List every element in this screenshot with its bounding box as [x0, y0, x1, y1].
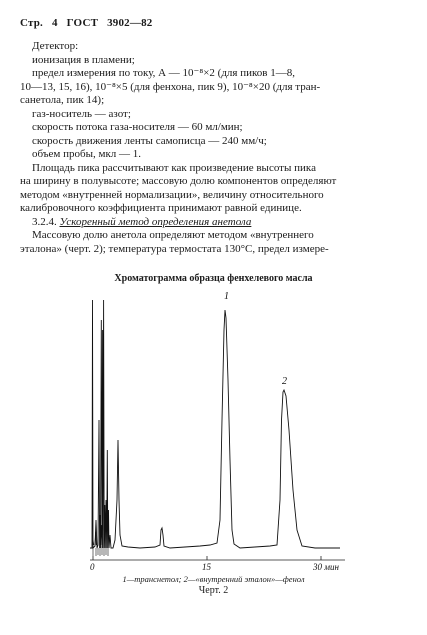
page-label: Стр.: [20, 17, 44, 29]
figure-caption: Черт. 2: [198, 585, 229, 596]
text-line: методом «внутренней нормализации», величину относительного: [20, 188, 324, 201]
peak-label-2: 2: [282, 376, 287, 387]
page-number: 4: [51, 17, 58, 29]
text-line: 10—13, 15, 16), 10⁻⁸×5 (для фенхона, пик 9), 10⁻⁸×20 (для тран-: [20, 80, 321, 93]
chart-title: Хроматограмма образца фенхелевого масла: [114, 273, 313, 284]
section-number: 3.2.4.: [32, 215, 57, 228]
text-line: газ-носитель — азот;: [32, 107, 131, 120]
standard-number: 3902—82: [107, 17, 153, 29]
section-title: Ускоренный метод определения анетола: [59, 215, 252, 228]
text-line: ионизация в пламени;: [32, 53, 135, 66]
text-line: Площадь пика рассчитывают как произведение высоты пика: [32, 161, 316, 174]
text-line: Детектор:: [32, 40, 79, 52]
text-line: объем пробы, мкл — 1.: [32, 148, 142, 160]
text-line: скорость потока газа-носителя — 60 мл/мин;: [32, 121, 243, 133]
text-line: на ширину в полувысоте; массовую долю компонентов определяют: [20, 175, 337, 187]
text-line: санетола, пик 14);: [20, 94, 105, 106]
tick-label-15: 15: [202, 562, 211, 572]
tick-label-30: 30 мин: [313, 562, 339, 572]
tick-label-0: 0: [90, 562, 95, 572]
chromatogram-trace: [90, 300, 340, 548]
text-line: предел измерения по току, А — 10⁻⁸×2 (для пиков 1—8,: [32, 67, 295, 79]
baseline-noise: [93, 548, 108, 556]
peak-label-1: 1: [224, 291, 229, 302]
standard-label: ГОСТ: [66, 17, 99, 29]
text-line: эталона» (черт. 2); температура термостата 130°С, предел измере-: [20, 242, 329, 255]
text-line: скорость движения ленты самописца — 240 мм/ч;: [32, 134, 267, 147]
text-line: калибровочного коэффициента принимают равной единице.: [20, 202, 302, 214]
text-line: Массовую долю анетола определяют методом «внутреннего: [32, 229, 314, 241]
chart-legend: 1—транснетол; 2—«внутренний эталон»—фенол: [122, 574, 305, 584]
